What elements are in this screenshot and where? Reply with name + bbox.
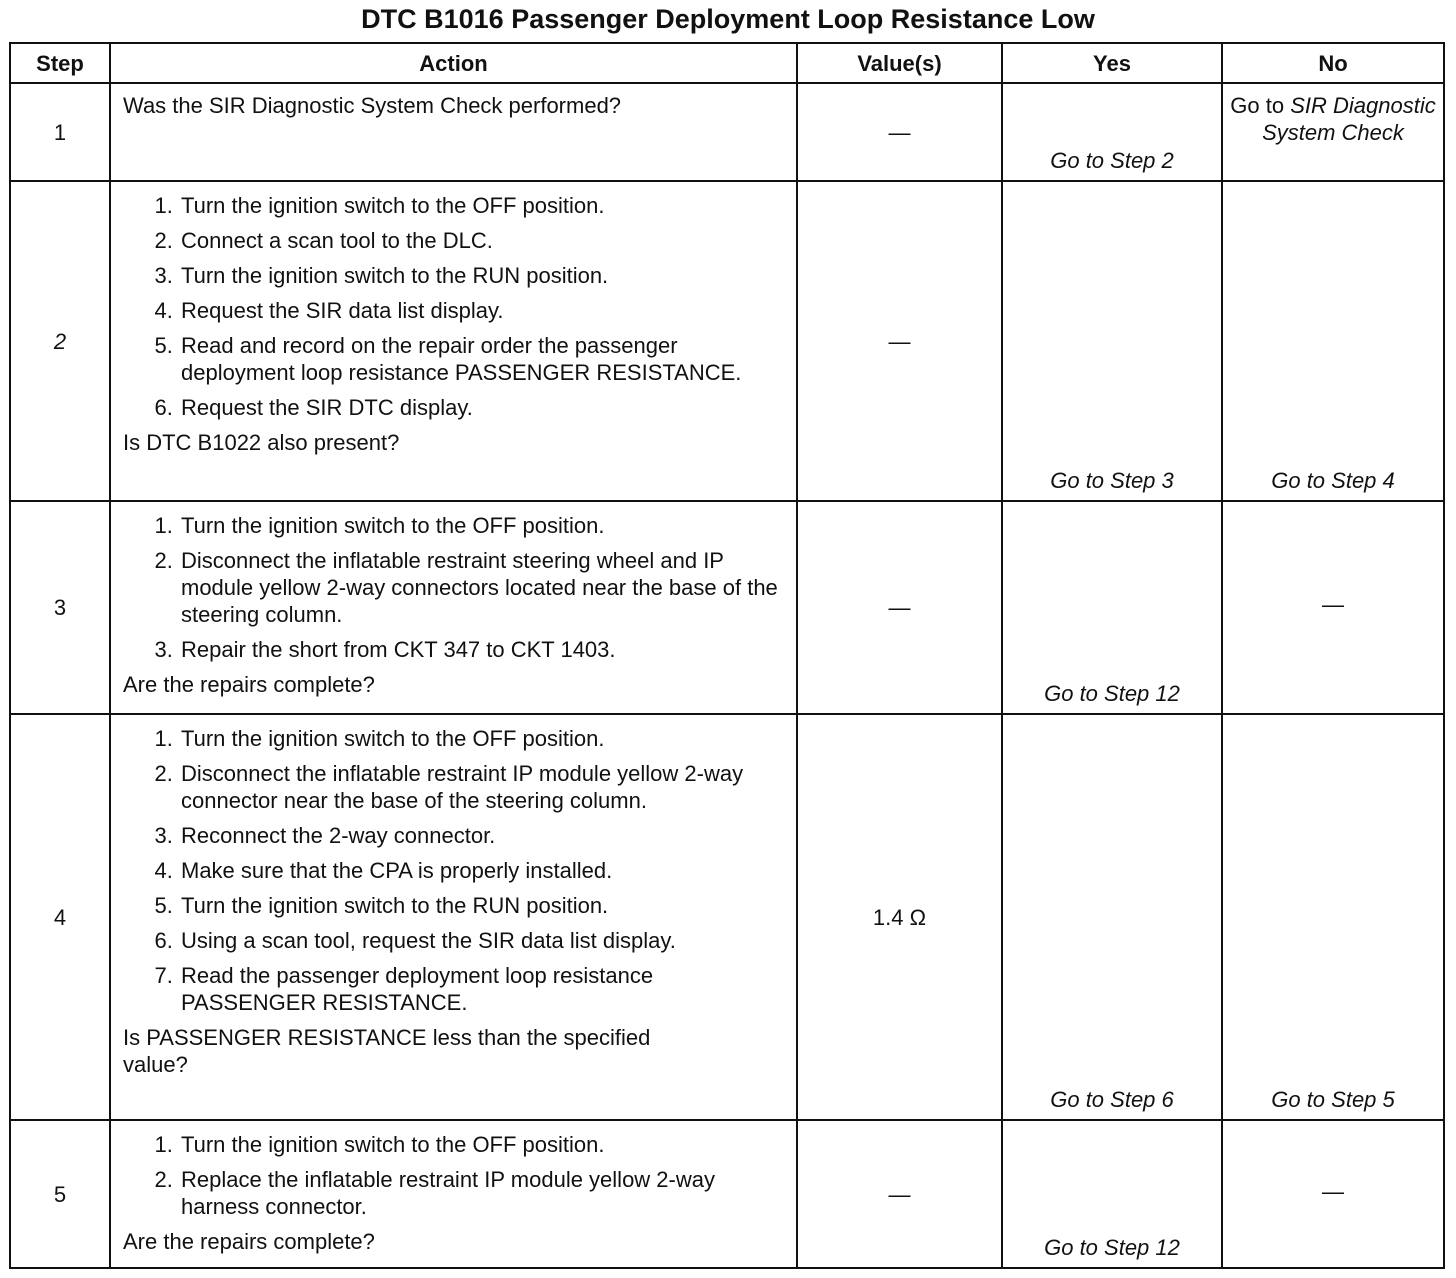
action-cell: [110, 714, 797, 1120]
no-cell: Go to Step 4: [1222, 181, 1444, 501]
yes-cell: Go to Step 3: [1002, 181, 1222, 501]
no-link-text: SIR Diagnostic System Check: [1262, 93, 1436, 145]
action-cell: [110, 501, 797, 714]
action-step: 4. Make sure that the CPA is properly installed.: [179, 857, 786, 884]
action-step: 3. Repair the short from CKT 347 to CKT 1403.: [179, 636, 786, 663]
action-step: 1. Turn the ignition switch to the OFF position.: [179, 512, 786, 539]
action-step: 4. Request the SIR data list display.: [179, 297, 786, 324]
action-question: Is PASSENGER RESISTANCE less than the specified value?: [123, 1025, 651, 1077]
action-step: 2. Disconnect the inflatable restraint steering wheel and IP module yellow 2-way connectors located near the base of the steering column.: [179, 547, 786, 628]
action-question: Are the repairs complete?: [123, 1229, 375, 1254]
action-step: 6. Using a scan tool, request the SIR data list display.: [179, 927, 786, 954]
table-row: [10, 1120, 1444, 1268]
action-cell: [110, 83, 797, 181]
value-cell: 1.4 Ω: [797, 714, 1002, 1120]
no-cell: —: [1222, 501, 1444, 714]
action-question: Are the repairs complete?: [123, 672, 375, 697]
action-step: 6. Request the SIR DTC display.: [179, 394, 786, 421]
action-step: 1. Turn the ignition switch to the OFF position.: [179, 1131, 786, 1158]
table-row: [10, 181, 1444, 501]
action-steps: [123, 1131, 786, 1220]
action-step: 2. Replace the inflatable restraint IP module yellow 2-way harness connector.: [179, 1166, 786, 1220]
header-action: Action: [110, 43, 797, 83]
step-number: 2: [10, 181, 110, 501]
table-row: [10, 501, 1444, 714]
header-step: Step: [10, 43, 110, 83]
action-step: 2. Disconnect the inflatable restraint IP module yellow 2-way connector near the base of the steering column.: [179, 760, 786, 814]
value-cell: —: [797, 501, 1002, 714]
value-cell: —: [797, 83, 1002, 181]
action-step: 5. Turn the ignition switch to the RUN position.: [179, 892, 786, 919]
table-row: [10, 714, 1444, 1120]
yes-cell: Go to Step 12: [1002, 1120, 1222, 1268]
step-number: 3: [10, 501, 110, 714]
no-cell: [1222, 83, 1444, 181]
diagnostic-table: [9, 42, 1445, 1269]
step-number: 4: [10, 714, 110, 1120]
action-steps: [123, 512, 786, 663]
step-number: 5: [10, 1120, 110, 1268]
action-cell: [110, 1120, 797, 1268]
yes-cell: Go to Step 2: [1002, 83, 1222, 181]
header-row: [10, 43, 1444, 83]
value-cell: —: [797, 181, 1002, 501]
action-steps: [123, 725, 786, 1016]
no-prefix: Go to: [1230, 93, 1285, 118]
action-step: 2. Connect a scan tool to the DLC.: [179, 227, 786, 254]
action-step: 1. Turn the ignition switch to the OFF position.: [179, 192, 786, 219]
action-question: Is DTC B1022 also present?: [123, 430, 400, 455]
value-cell: —: [797, 1120, 1002, 1268]
action-question: Was the SIR Diagnostic System Check performed?: [123, 93, 622, 118]
table-row: [10, 83, 1444, 181]
action-steps: [123, 192, 786, 421]
action-step: 3. Turn the ignition switch to the RUN position.: [179, 262, 786, 289]
action-step: 3. Reconnect the 2-way connector.: [179, 822, 786, 849]
header-yes: Yes: [1002, 43, 1222, 83]
action-step: 5. Read and record on the repair order the passenger deployment loop resistance PASSENGER RESISTANCE.: [179, 332, 786, 386]
header-values: Value(s): [797, 43, 1002, 83]
action-step: 7. Read the passenger deployment loop resistance PASSENGER RESISTANCE.: [179, 962, 786, 1016]
no-cell: Go to Step 5: [1222, 714, 1444, 1120]
step-number: 1: [10, 83, 110, 181]
page-title: DTC B1016 Passenger Deployment Loop Resistance Low: [361, 4, 1095, 34]
yes-cell: Go to Step 6: [1002, 714, 1222, 1120]
action-cell: [110, 181, 797, 501]
action-step: 1. Turn the ignition switch to the OFF position.: [179, 725, 786, 752]
no-cell: —: [1222, 1120, 1444, 1268]
header-no: No: [1222, 43, 1444, 83]
yes-cell: Go to Step 12: [1002, 501, 1222, 714]
